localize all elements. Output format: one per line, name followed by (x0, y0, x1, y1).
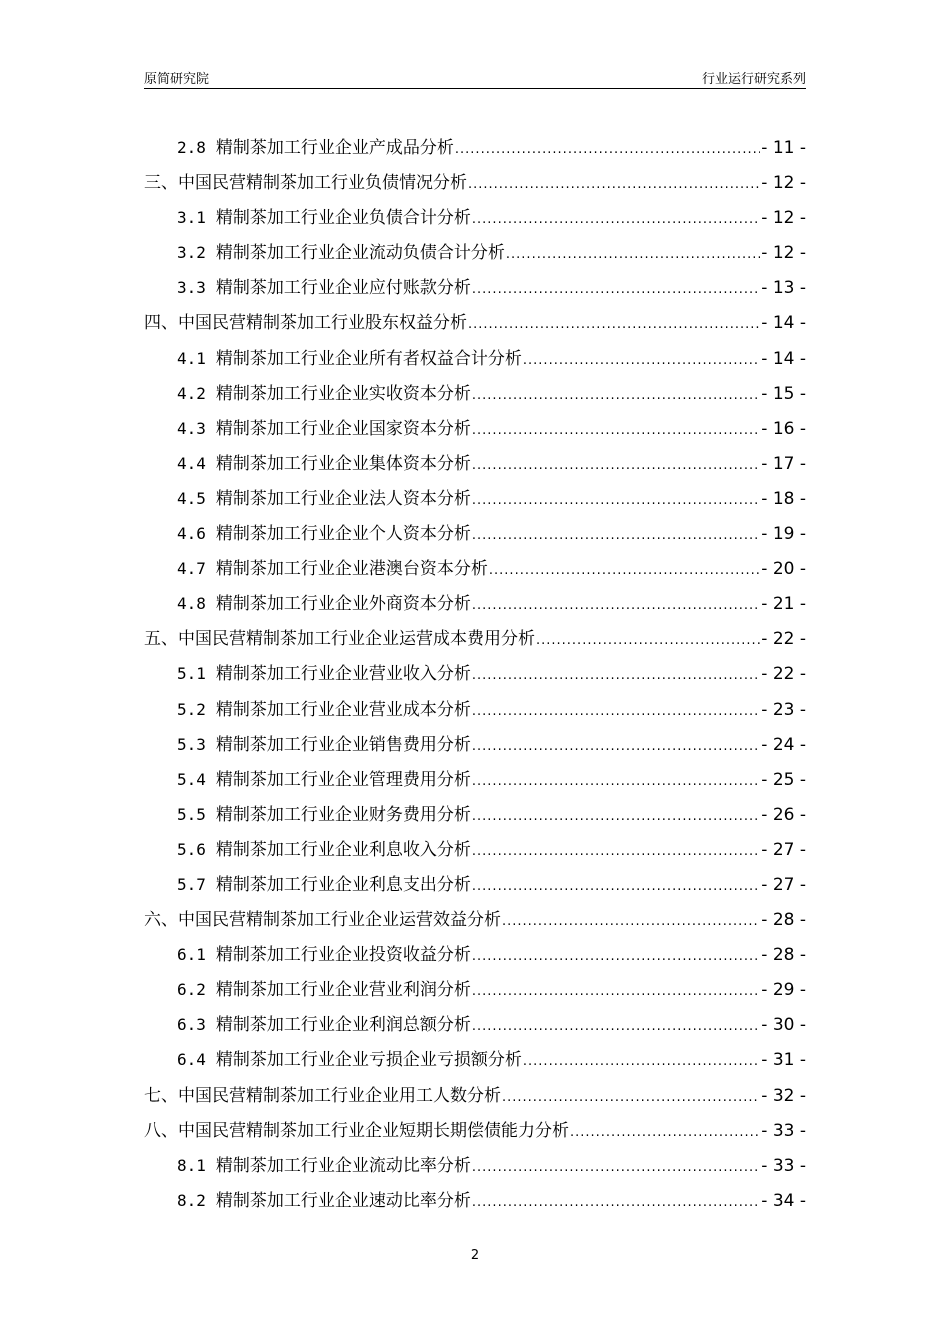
toc-entry-title: 精制茶加工行业企业利息收入分析 (215, 839, 471, 860)
toc-subsection-entry[interactable] (144, 133, 806, 168)
toc-entry-title: 精制茶加工行业企业利息支出分析 (215, 874, 471, 895)
toc-dot-leader (502, 914, 760, 929)
toc-dot-leader (523, 353, 760, 368)
toc-subsection-entry[interactable] (144, 940, 806, 975)
toc-dot-leader (472, 1019, 760, 1034)
toc-entry-number: 5.6 (177, 839, 206, 859)
table-of-contents (144, 133, 806, 1221)
toc-subsection-entry[interactable] (144, 379, 806, 414)
toc-entry-page: - 24 - (761, 734, 806, 755)
toc-entry-page: - 23 - (761, 699, 806, 720)
toc-entry-title: 精制茶加工行业企业财务费用分析 (215, 804, 471, 825)
toc-entry-page: - 28 - (761, 910, 806, 931)
toc-dot-leader (472, 212, 760, 227)
toc-section-entry[interactable] (144, 905, 806, 940)
toc-entry-number: 4.3 (177, 418, 206, 438)
toc-entry-number: 5.5 (177, 804, 206, 824)
toc-entry-title: 三、中国民营精制茶加工行业负债情况分析 (144, 173, 467, 194)
toc-entry-title: 精制茶加工行业企业管理费用分析 (215, 769, 471, 790)
toc-entry-title: 精制茶加工行业企业流动比率分析 (215, 1155, 471, 1176)
toc-dot-leader (570, 1125, 760, 1140)
toc-entry-page: - 22 - (761, 629, 806, 650)
toc-dot-leader (472, 458, 760, 473)
toc-entry-number: 8.1 (177, 1155, 206, 1175)
toc-entry-number: 2.8 (177, 138, 206, 157)
toc-entry-page: - 26 - (761, 804, 806, 825)
toc-entry-title: 精制茶加工行业企业利润总额分析 (215, 1015, 471, 1036)
toc-subsection-entry[interactable] (144, 870, 806, 905)
toc-section-entry[interactable] (144, 624, 806, 659)
toc-entry-number: 6.3 (177, 1015, 206, 1035)
toc-dot-leader (472, 739, 760, 754)
toc-entry-title: 精制茶加工行业企业法人资本分析 (215, 488, 471, 509)
toc-subsection-entry[interactable] (144, 203, 806, 238)
toc-dot-leader (536, 633, 760, 648)
toc-subsection-entry[interactable] (144, 659, 806, 694)
toc-entry-page: - 11 - (761, 138, 806, 158)
toc-entry-title: 精制茶加工行业企业个人资本分析 (215, 524, 471, 545)
toc-entry-title: 精制茶加工行业企业流动负债合计分析 (215, 243, 505, 264)
toc-entry-page: - 33 - (761, 1155, 806, 1176)
toc-entry-page: - 33 - (761, 1120, 806, 1141)
toc-entry-page: - 14 - (761, 313, 806, 334)
toc-entry-page: - 28 - (761, 945, 806, 966)
toc-subsection-entry[interactable] (144, 765, 806, 800)
toc-dot-leader (472, 598, 760, 613)
toc-entry-page: - 18 - (761, 488, 806, 509)
toc-entry-number: 4.5 (177, 488, 206, 508)
toc-subsection-entry[interactable] (144, 519, 806, 554)
toc-dot-leader (472, 844, 760, 859)
toc-subsection-entry[interactable] (144, 695, 806, 730)
toc-dot-leader (468, 317, 760, 332)
toc-entry-page: - 27 - (761, 839, 806, 860)
toc-dot-leader (502, 1090, 760, 1105)
toc-entry-number: 4.1 (177, 348, 206, 368)
toc-entry-title: 精制茶加工行业企业国家资本分析 (215, 418, 471, 439)
toc-entry-title: 六、中国民营精制茶加工行业企业运营效益分析 (144, 910, 501, 931)
toc-entry-number: 5.1 (177, 664, 206, 684)
toc-dot-leader (472, 949, 760, 964)
toc-entry-page: - 20 - (761, 559, 806, 580)
toc-entry-title: 精制茶加工行业企业营业利润分析 (215, 980, 471, 1001)
toc-entry-page: - 17 - (761, 453, 806, 474)
toc-subsection-entry[interactable] (144, 414, 806, 449)
toc-subsection-entry[interactable] (144, 1010, 806, 1045)
toc-subsection-entry[interactable] (144, 344, 806, 379)
toc-entry-page: - 32 - (761, 1085, 806, 1106)
toc-entry-title: 精制茶加工行业企业所有者权益合计分析 (215, 348, 522, 369)
toc-section-entry[interactable] (144, 308, 806, 343)
toc-subsection-entry[interactable] (144, 1045, 806, 1080)
toc-entry-title: 精制茶加工行业企业负债合计分析 (215, 208, 471, 229)
toc-entry-number: 4.7 (177, 559, 206, 579)
toc-subsection-entry[interactable] (144, 589, 806, 624)
toc-entry-number: 4.8 (177, 594, 206, 614)
toc-entry-title: 精制茶加工行业企业投资收益分析 (215, 945, 471, 966)
toc-entry-title: 七、中国民营精制茶加工行业企业用工人数分析 (144, 1085, 501, 1106)
toc-entry-title: 五、中国民营精制茶加工行业企业运营成本费用分析 (144, 629, 535, 650)
toc-dot-leader (472, 1195, 760, 1210)
toc-entry-number: 4.4 (177, 453, 206, 473)
toc-entry-title: 精制茶加工行业企业外商资本分析 (215, 594, 471, 615)
toc-subsection-entry[interactable] (144, 730, 806, 765)
toc-dot-leader (472, 493, 760, 508)
page-number: 2 (470, 1248, 480, 1263)
toc-entry-number: 3.1 (177, 208, 206, 228)
toc-entry-title: 精制茶加工行业企业销售费用分析 (215, 734, 471, 755)
toc-entry-page: - 29 - (761, 980, 806, 1001)
toc-entry-number: 8.2 (177, 1190, 206, 1210)
toc-dot-leader (472, 423, 760, 438)
header-publisher: 原简研究院 (144, 72, 210, 87)
toc-dot-leader (472, 704, 760, 719)
toc-entry-title: 精制茶加工行业企业实收资本分析 (215, 383, 471, 404)
toc-entry-title: 精制茶加工行业企业产成品分析 (215, 138, 454, 158)
toc-entry-number: 4.2 (177, 383, 206, 403)
toc-entry-title: 精制茶加工行业企业营业成本分析 (215, 699, 471, 720)
toc-entry-title: 四、中国民营精制茶加工行业股东权益分析 (144, 313, 467, 334)
toc-dot-leader (472, 668, 760, 683)
toc-entry-page: - 16 - (761, 418, 806, 439)
toc-entry-page: - 14 - (761, 348, 806, 369)
toc-subsection-entry[interactable] (144, 1151, 806, 1186)
header-series: 行业运行研究系列 (701, 72, 806, 87)
toc-entry-page: - 31 - (761, 1050, 806, 1071)
toc-dot-leader (472, 809, 760, 824)
toc-section-entry[interactable] (144, 1116, 806, 1151)
toc-entry-number: 6.1 (177, 945, 206, 965)
toc-entry-page: - 30 - (761, 1015, 806, 1036)
toc-subsection-entry[interactable] (144, 835, 806, 870)
toc-entry-page: - 13 - (761, 278, 806, 299)
toc-subsection-entry[interactable] (144, 273, 806, 308)
toc-entry-page: - 27 - (761, 874, 806, 895)
toc-subsection-entry[interactable] (144, 238, 806, 273)
toc-section-entry[interactable] (144, 168, 806, 203)
toc-entry-title: 精制茶加工行业企业亏损企业亏损额分析 (215, 1050, 522, 1071)
toc-dot-leader (506, 247, 760, 262)
toc-subsection-entry[interactable] (144, 449, 806, 484)
toc-dot-leader (523, 1054, 760, 1069)
toc-entry-number: 5.4 (177, 769, 206, 789)
toc-entry-number: 5.7 (177, 874, 206, 894)
toc-entry-number: 5.2 (177, 699, 206, 719)
toc-entry-page: - 12 - (761, 243, 806, 264)
toc-entry-page: - 19 - (761, 524, 806, 545)
toc-section-entry[interactable] (144, 1081, 806, 1116)
toc-dot-leader (489, 563, 760, 578)
toc-subsection-entry[interactable] (144, 554, 806, 589)
toc-entry-title: 精制茶加工行业企业营业收入分析 (215, 664, 471, 685)
toc-entry-title: 精制茶加工行业企业应付账款分析 (215, 278, 471, 299)
toc-dot-leader (472, 879, 760, 894)
toc-entry-number: 3.3 (177, 278, 206, 298)
toc-dot-leader (468, 177, 760, 192)
toc-dot-leader (472, 984, 760, 999)
toc-entry-number: 4.6 (177, 524, 206, 544)
toc-dot-leader (455, 142, 760, 157)
toc-subsection-entry[interactable] (144, 484, 806, 519)
toc-entry-page: - 15 - (761, 383, 806, 404)
toc-subsection-entry[interactable] (144, 800, 806, 835)
toc-entry-page: - 21 - (761, 594, 806, 615)
toc-entry-number: 6.4 (177, 1050, 206, 1070)
toc-entry-number: 5.3 (177, 734, 206, 754)
toc-entry-number: 3.2 (177, 243, 206, 263)
toc-entry-page: - 34 - (761, 1190, 806, 1211)
toc-entry-title: 精制茶加工行业企业集体资本分析 (215, 453, 471, 474)
toc-subsection-entry[interactable] (144, 975, 806, 1010)
toc-entry-title: 精制茶加工行业企业港澳台资本分析 (215, 559, 488, 580)
toc-entry-page: - 25 - (761, 769, 806, 790)
toc-entry-page: - 22 - (761, 664, 806, 685)
toc-dot-leader (472, 774, 760, 789)
toc-dot-leader (472, 1160, 760, 1175)
toc-entry-page: - 12 - (761, 208, 806, 229)
toc-entry-number: 6.2 (177, 980, 206, 1000)
toc-subsection-entry[interactable] (144, 1186, 806, 1221)
page-header (144, 66, 806, 89)
toc-dot-leader (472, 528, 760, 543)
toc-dot-leader (472, 388, 760, 403)
toc-entry-title: 精制茶加工行业企业速动比率分析 (215, 1190, 471, 1211)
toc-entry-page: - 12 - (761, 173, 806, 194)
toc-entry-title: 八、中国民营精制茶加工行业企业短期长期偿债能力分析 (144, 1120, 569, 1141)
toc-dot-leader (472, 282, 760, 297)
